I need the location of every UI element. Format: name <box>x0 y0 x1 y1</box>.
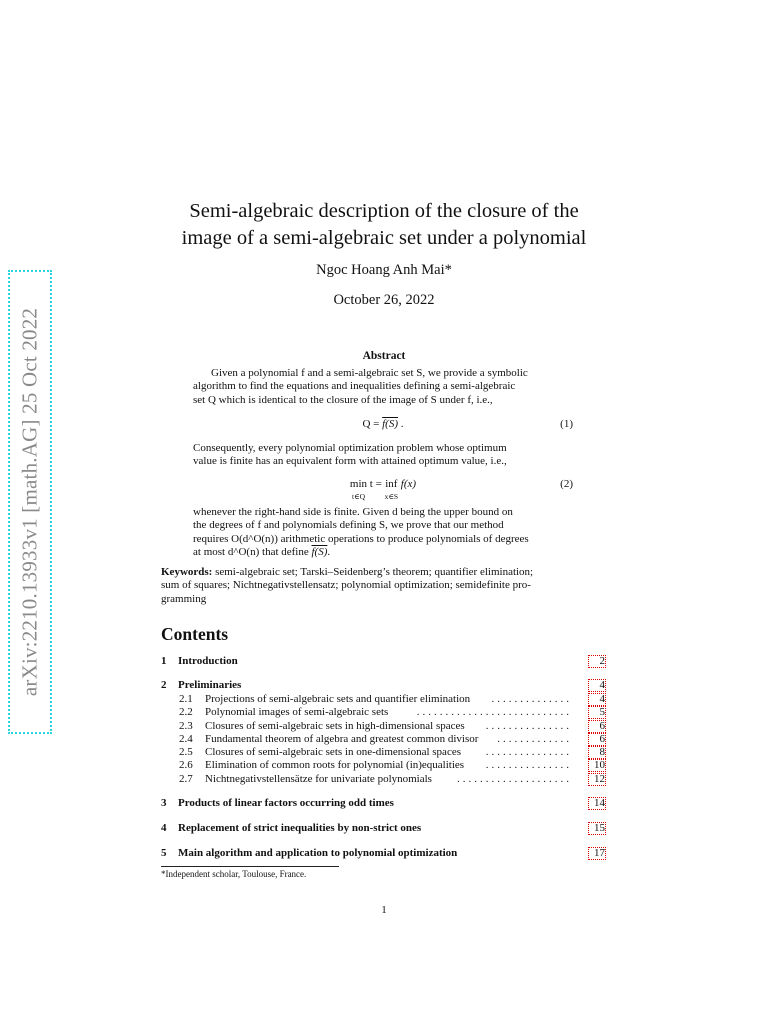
page-number: 1 <box>381 904 387 916</box>
toc-entry[interactable] <box>161 706 606 720</box>
toc-entry-number: 2 <box>161 679 167 691</box>
equation-2 <box>193 478 573 500</box>
abstract-line: the degrees of f and polynomials defining S, we prove that our method <box>193 519 504 532</box>
eq1-closure: f(S) <box>382 418 399 430</box>
toc-entry[interactable] <box>161 720 606 734</box>
toc-leader-dots: ............... <box>485 746 572 758</box>
toc-entry-number: 2.2 <box>179 706 193 718</box>
toc-entry-label: Preliminaries <box>178 679 242 691</box>
keywords-label: Keywords: <box>161 566 213 578</box>
toc-entry-number: 3 <box>161 797 167 809</box>
toc-entry[interactable] <box>161 847 606 861</box>
abstract-closure: f(S) <box>311 546 328 559</box>
abstract-line <box>193 546 573 559</box>
keywords-line-3: gramming <box>161 592 207 605</box>
abstract-paragraph-3 <box>193 506 573 560</box>
toc-leader-dots: ............... <box>485 759 572 771</box>
toc-entry-number: 2.4 <box>179 733 193 745</box>
keywords-line-2: sum of squares; Nichtnegativstellensatz; polynomial optimization; semidefinite pro- <box>161 579 531 592</box>
equation-1 <box>193 418 573 432</box>
eq2-inf-sub: x∈S <box>384 492 399 501</box>
toc-entry-label: Projections of semi-algebraic sets and quantifier elimination <box>205 693 471 705</box>
equation-2-number: (2) <box>560 478 573 490</box>
toc-page-link[interactable]: 4 <box>588 679 606 692</box>
abstract-paragraph-2 <box>193 442 573 469</box>
abstract-line: set Q which is identical to the closure of the image of S under f, i.e., <box>193 393 493 406</box>
eq2-mid: t = <box>369 478 385 490</box>
paper-title <box>120 198 648 252</box>
toc-entry[interactable] <box>161 733 606 747</box>
abstract-line: whenever the right-hand side is finite. Given d being the upper bound on <box>193 506 513 518</box>
toc-entry-number: 2.3 <box>179 720 193 732</box>
toc-page-link[interactable]: 14 <box>588 797 606 810</box>
toc-entry-number: 2.5 <box>179 746 193 758</box>
toc-entry-label: Replacement of strict inequalities by non-strict ones <box>178 822 422 834</box>
abstract-line: Consequently, every polynomial optimization problem whose optimum <box>193 442 507 454</box>
arxiv-identifier-stamp[interactable] <box>8 270 52 734</box>
contents-heading: Contents <box>161 624 229 644</box>
toc-page-link[interactable]: 17 <box>588 847 606 860</box>
toc-entry-number: 1 <box>161 655 167 667</box>
toc-leader-dots: .............. <box>491 693 572 705</box>
toc-page-link[interactable]: 4 <box>588 693 606 706</box>
eq2-inf-operator <box>385 478 398 502</box>
paper-date: October 26, 2022 <box>333 292 435 308</box>
toc-entry-label: Fundamental theorem of algebra and greatest common divisor <box>205 733 479 745</box>
toc-entry-number: 4 <box>161 822 167 834</box>
toc-entry-number: 2.1 <box>179 693 193 705</box>
toc-entry-label: Nichtnegativstellensätze for univariate polynomials <box>205 773 432 785</box>
toc-entry-number: 2.6 <box>179 759 193 771</box>
toc-leader-dots: ............... <box>485 720 572 732</box>
toc-entry-label: Products of linear factors occurring odd times <box>178 797 394 809</box>
arxiv-id-text: arXiv:2210.13933v1 [math.AG] 25 Oct 2022 <box>17 307 42 697</box>
toc-page-link[interactable]: 10 <box>588 759 606 772</box>
eq2-fx: f(x) <box>400 478 417 490</box>
toc-entry[interactable] <box>161 693 606 707</box>
eq2-inf: inf <box>385 478 398 490</box>
toc-entry-label: Closures of semi-algebraic sets in high-dimensional spaces <box>205 720 465 732</box>
toc-entry-label: Closures of semi-algebraic sets in one-dimensional spaces <box>205 746 461 758</box>
keywords-text: semi-algebraic set; Tarski–Seidenberg’s theorem; quantifier elimination; <box>215 566 534 578</box>
toc-page-link[interactable]: 5 <box>588 706 606 719</box>
toc-page-link[interactable]: 6 <box>588 720 606 733</box>
toc-entry-label: Main algorithm and application to polynomial optimization <box>178 847 458 859</box>
keywords-block <box>161 566 606 606</box>
title-line-2: image of a semi-algebraic set under a polynomial <box>181 227 587 249</box>
abstract-line-part: at most d^O(n) that define <box>193 546 312 559</box>
toc-leader-dots: ........................... <box>416 706 572 718</box>
equation-2-body <box>193 478 573 502</box>
toc-page-link[interactable]: 12 <box>588 773 606 786</box>
toc-leader-dots: ............. <box>497 733 572 745</box>
equation-1-number: (1) <box>560 418 573 430</box>
toc-page-link[interactable]: 15 <box>588 822 606 835</box>
footnote: *Independent scholar, Toulouse, France. <box>161 869 307 879</box>
toc-entry[interactable] <box>161 655 606 669</box>
toc-page-link[interactable]: 6 <box>588 733 606 746</box>
toc-entry[interactable] <box>161 679 606 693</box>
toc-entry[interactable] <box>161 746 606 760</box>
abstract-line: Given a polynomial f and a semi-algebraic set S, we provide a symbolic <box>211 367 528 379</box>
toc-entry-label: Elimination of common roots for polynomial (in)equalities <box>205 759 465 771</box>
eq2-min-sub: t∈Q <box>351 492 366 501</box>
abstract-line: algorithm to find the equations and inequalities defining a semi-algebraic <box>193 380 516 393</box>
toc-page-link[interactable]: 8 <box>588 746 606 759</box>
toc-entry[interactable] <box>161 822 606 836</box>
eq2-min-operator <box>350 478 367 502</box>
eq1-end: . <box>398 418 404 430</box>
toc-entry-label: Polynomial images of semi-algebraic sets <box>205 706 389 718</box>
eq2-min: min <box>349 478 368 490</box>
toc-leader-dots: .................... <box>457 773 572 785</box>
toc-entry-label: Introduction <box>178 655 238 667</box>
footnote-rule <box>161 866 339 867</box>
title-line-1: Semi-algebraic description of the closure of the <box>189 200 579 222</box>
keywords-line-1 <box>161 566 606 579</box>
eq1-left: Q = <box>362 418 383 430</box>
abstract-line: requires O(d^O(n)) arithmetic operations to produce polynomials of degrees <box>193 532 529 545</box>
toc-entry[interactable] <box>161 759 606 773</box>
toc-entry-number: 5 <box>161 847 167 859</box>
equation-1-body <box>193 418 573 430</box>
abstract-line: value is finite has an equivalent form with attained optimum value, i.e., <box>193 455 507 468</box>
abstract-paragraph-1 <box>193 367 573 407</box>
abstract-heading: Abstract <box>362 350 406 362</box>
author-name: Ngoc Hoang Anh Mai* <box>316 262 452 278</box>
toc-entry[interactable] <box>161 773 606 787</box>
toc-entry[interactable] <box>161 797 606 811</box>
toc-page-link[interactable]: 2 <box>588 655 606 668</box>
abstract-line-end: . <box>327 546 331 559</box>
toc-entry-number: 2.7 <box>179 773 193 785</box>
